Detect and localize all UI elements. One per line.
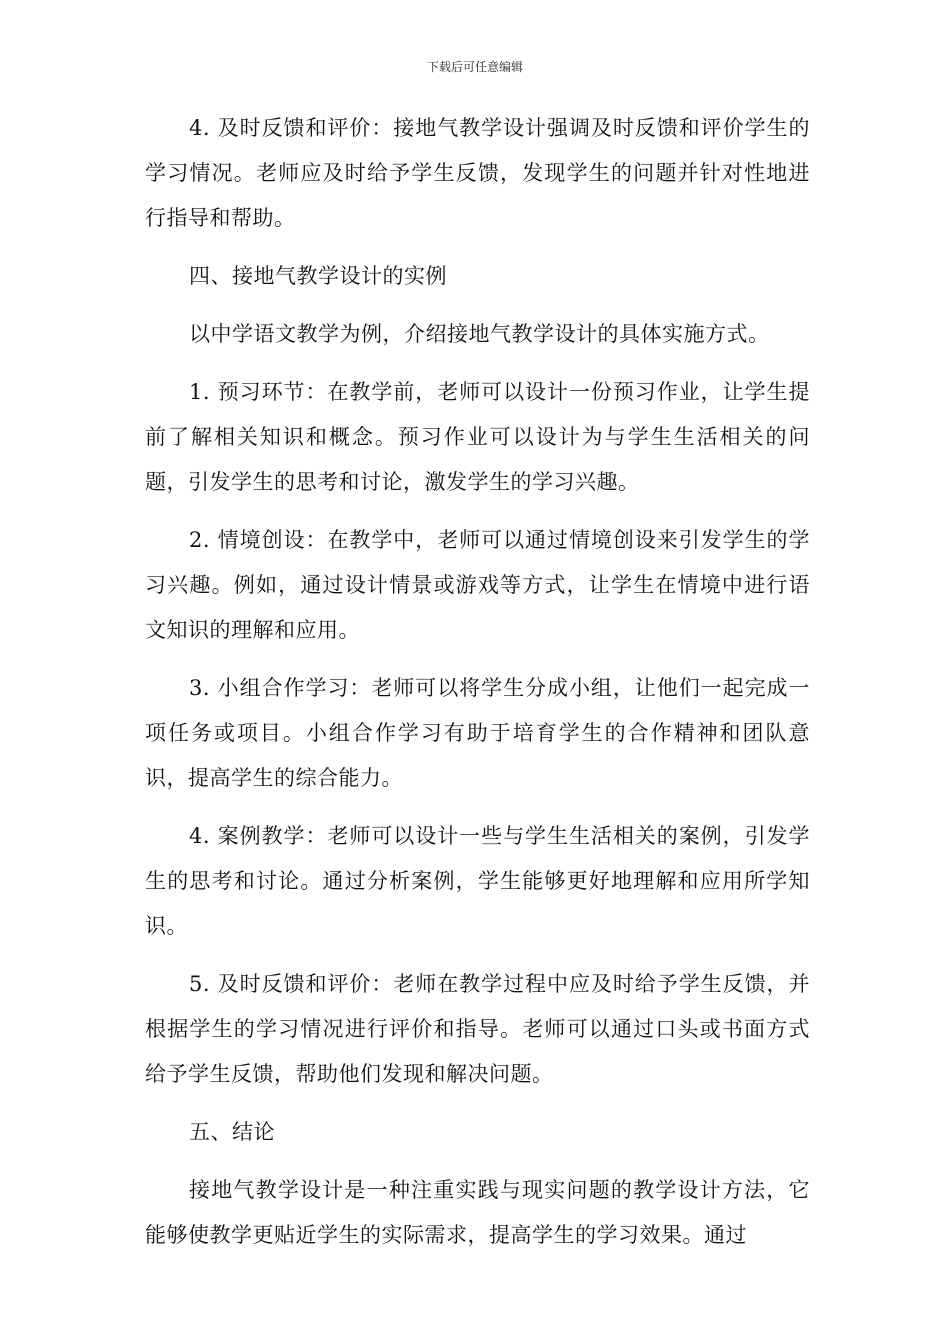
document-body bbox=[145, 106, 810, 1271]
paragraph-feedback-principle: 4. 及时反馈和评价：接地气教学设计强调及时反馈和评价学生的学习情况。老师应及时给予学生反馈，发现学生的问题并针对性地进行指导和帮助。 bbox=[145, 116, 810, 230]
paragraph-example-intro: 以中学语文教学为例，介绍接地气教学设计的具体实施方式。 bbox=[189, 322, 770, 346]
page-header: 下载后可任意编辑 bbox=[426, 60, 523, 74]
paragraph-case-teaching: 4. 案例教学：老师可以设计一些与学生生活相关的案例，引发学生的思考和讨论。通过分析案例，学生能够更好地理解和应用所学知识。 bbox=[145, 824, 810, 938]
paragraph-group-learning: 3. 小组合作学习：老师可以将学生分成小组，让他们一起完成一项任务或项目。小组合作学习有助于培育学生的合作精神和团队意识，提高学生的综合能力。 bbox=[145, 676, 810, 790]
section-heading-conclusion: 五、结论 bbox=[189, 1120, 275, 1144]
section-heading-examples: 四、接地气教学设计的实例 bbox=[189, 264, 447, 288]
paragraph-conclusion: 接地气教学设计是一种注重实践与现实问题的教学设计方法，它能够使教学更贴近学生的实际需求，提高学生的学习效果。通过 bbox=[145, 1178, 810, 1247]
paragraph-timely-feedback: 5. 及时反馈和评价：老师在教学过程中应及时给予学生反馈，并根据学生的学习情况进行评价和指导。老师可以通过口头或书面方式给予学生反馈，帮助他们发现和解决问题。 bbox=[145, 972, 810, 1086]
paragraph-situation-creation: 2. 情境创设：在教学中，老师可以通过情境创设来引发学生的学习兴趣。例如，通过设计情景或游戏等方式，让学生在情境中进行语文知识的理解和应用。 bbox=[145, 528, 810, 642]
paragraph-preview-step: 1. 预习环节：在教学前，老师可以设计一份预习作业，让学生提前了解相关知识和概念。预习作业可以设计为与学生生活相关的问题，引发学生的思考和讨论，激发学生的学习兴趣。 bbox=[145, 380, 810, 494]
